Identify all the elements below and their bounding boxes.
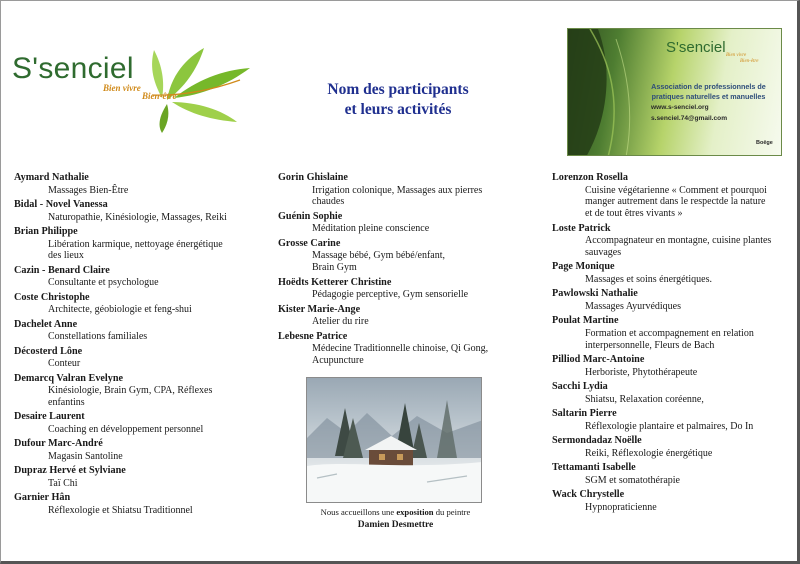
participant-activity bbox=[278, 289, 503, 301]
participant-entry bbox=[14, 465, 264, 489]
participant-entry bbox=[278, 331, 503, 367]
title-line-2: et leurs activités bbox=[344, 101, 452, 118]
participant-name: Gorin Ghislaine bbox=[278, 172, 348, 183]
participant-activity bbox=[278, 343, 503, 367]
exhibition-caption bbox=[298, 507, 493, 518]
participant-entry bbox=[278, 277, 503, 301]
participant-entry bbox=[552, 381, 784, 405]
participant-activity bbox=[552, 235, 784, 259]
participant-activity bbox=[14, 304, 264, 316]
participant-entry bbox=[552, 489, 784, 513]
activity-line: Massages Bien-Être bbox=[48, 184, 129, 196]
business-card bbox=[567, 28, 782, 156]
activity-line: Cuisine végétarienne « Comment et pourquoi bbox=[585, 184, 767, 196]
logo-text: S'senciel bbox=[12, 52, 134, 85]
card-association-line-1: Association de professionnels de bbox=[651, 82, 766, 91]
activity-line: et de tout êtres vivants » bbox=[585, 208, 683, 220]
activity-line: chaudes bbox=[312, 196, 345, 208]
participant-name: Pilliod Marc-Antoine bbox=[552, 354, 645, 366]
participant-name: Desaire Laurent bbox=[14, 411, 85, 423]
participant-activity bbox=[14, 277, 264, 289]
participant-activity bbox=[552, 328, 784, 352]
participant-activity bbox=[14, 358, 264, 370]
activity-line: Massages et soins énergétiques. bbox=[585, 273, 713, 285]
participant-activity bbox=[552, 475, 784, 487]
participant-name: Brian Philippe bbox=[14, 225, 78, 237]
participant-entry bbox=[552, 462, 784, 486]
activity-line: Herboriste, Phytothérapeute bbox=[585, 366, 698, 378]
activity-line: Accompagnateur en montagne, cuisine plantes bbox=[585, 235, 772, 247]
participant-activity bbox=[14, 478, 264, 490]
participant-entry bbox=[278, 211, 503, 235]
participant-name: Décosterd Lône bbox=[14, 345, 83, 357]
painting-image bbox=[306, 377, 482, 503]
participants-column-2 bbox=[278, 172, 503, 369]
participant-entry bbox=[14, 226, 264, 262]
participant-name: Tettamanti Isabelle bbox=[552, 462, 636, 474]
participant-entry bbox=[278, 172, 503, 208]
participant-entry bbox=[552, 223, 784, 259]
participant-entry bbox=[552, 315, 784, 351]
activity-line: sauvages bbox=[585, 246, 622, 258]
participants-column-3 bbox=[552, 172, 784, 516]
card-tagline-1: Bien vivre bbox=[726, 53, 747, 58]
participant-name: Grosse Carine bbox=[278, 237, 341, 249]
participant-entry bbox=[14, 199, 264, 223]
card-logo-text: S'senciel bbox=[666, 39, 726, 56]
participant-name: Guénin Sophie bbox=[278, 210, 343, 222]
participant-name: Hoëdts Ketterer Christine bbox=[278, 276, 392, 288]
participant-entry bbox=[552, 435, 784, 459]
activity-line: Brain Gym bbox=[312, 262, 357, 274]
activity-line: Consultante et psychologue bbox=[48, 277, 159, 289]
participant-activity bbox=[278, 185, 503, 209]
participant-activity bbox=[14, 331, 264, 343]
card-tagline-2: Bien-être bbox=[740, 59, 759, 64]
participant-name: Demarcq Valran Evelyne bbox=[14, 372, 124, 384]
participant-activity bbox=[552, 367, 784, 379]
participant-activity bbox=[552, 301, 784, 313]
participant-entry bbox=[14, 373, 264, 409]
activity-line: Libération karmique, nettoyage énergétique bbox=[48, 238, 223, 250]
participant-entry bbox=[14, 265, 264, 289]
participant-name: Dupraz Hervé et Sylviane bbox=[14, 465, 126, 477]
participant-name: Poulat Martine bbox=[552, 315, 619, 327]
participant-name: Dachelet Anne bbox=[14, 318, 78, 330]
activity-line: manger autrement dans le respectde la nature bbox=[585, 196, 766, 208]
activity-line: Constellations familiales bbox=[48, 331, 148, 343]
participant-name: Pawlowski Nathalie bbox=[552, 288, 638, 300]
participant-activity bbox=[552, 502, 784, 514]
participant-activity bbox=[278, 316, 503, 328]
participant-entry bbox=[278, 238, 503, 274]
participant-name: Bidal - Novel Vanessa bbox=[14, 198, 108, 210]
page-title bbox=[298, 80, 498, 120]
participant-entry bbox=[552, 288, 784, 312]
activity-line: Massages Ayurvédiques bbox=[585, 300, 682, 312]
participant-name: Sacchi Lydia bbox=[552, 381, 608, 393]
participant-activity bbox=[552, 421, 784, 433]
participant-entry bbox=[14, 411, 264, 435]
activity-line: Médecine Traditionnelle chinoise, Qi Gong, bbox=[312, 343, 489, 355]
activity-line: Réflexologie plantaire et palmaires, Do In bbox=[585, 420, 754, 432]
activity-line: SGM et somatothérapie bbox=[585, 474, 680, 486]
title-line-1: Nom des participants bbox=[327, 81, 469, 98]
participant-entry bbox=[14, 292, 264, 316]
activity-line: Hypnopraticienne bbox=[585, 501, 657, 513]
participant-name: Page Monique bbox=[552, 261, 615, 273]
logo bbox=[12, 40, 247, 132]
participant-entry bbox=[552, 172, 784, 220]
participant-activity bbox=[14, 505, 264, 517]
participant-activity bbox=[14, 239, 264, 263]
participant-name: Loste Patrick bbox=[552, 222, 611, 234]
participant-name: Aymard Nathalie bbox=[14, 172, 89, 183]
activity-line: des lieux bbox=[48, 250, 84, 262]
participant-activity bbox=[278, 223, 503, 235]
participant-name: Cazin - Benard Claire bbox=[14, 264, 110, 276]
activity-line: Irrigation colonique, Massages aux pierres bbox=[312, 184, 483, 196]
activity-line: Shiatsu, Relaxation coréenne, bbox=[585, 393, 704, 405]
participant-activity bbox=[552, 394, 784, 406]
activity-line: Formation et accompagnement en relation bbox=[585, 327, 754, 339]
participant-activity bbox=[552, 274, 784, 286]
activity-line: Architecte, géobiologie et feng-shui bbox=[48, 304, 192, 316]
activity-line: Méditation pleine conscience bbox=[312, 223, 430, 235]
participant-name: Saltarin Pierre bbox=[552, 408, 617, 420]
activity-line: Coaching en développement personnel bbox=[48, 424, 204, 436]
card-website: www.s-senciel.org bbox=[651, 104, 709, 111]
participant-entry bbox=[14, 346, 264, 370]
participant-activity bbox=[278, 250, 503, 274]
winter-landscape-icon bbox=[307, 378, 482, 503]
participant-entry bbox=[278, 304, 503, 328]
participant-name: Sermondadaz Noëlle bbox=[552, 435, 642, 447]
activity-line: Taï Chi bbox=[48, 478, 78, 490]
painter-name: Damien Desmettre bbox=[357, 520, 434, 530]
logo-tagline-2: Bien-être bbox=[142, 91, 177, 101]
caption-prefix: Nous accueillons une bbox=[320, 507, 397, 517]
activity-line: interpersonnelle, Fleurs de Bach bbox=[585, 339, 715, 351]
participant-name: Coste Christophe bbox=[14, 291, 90, 303]
activity-line: enfantins bbox=[48, 397, 85, 409]
caption-suffix: du peintre bbox=[433, 507, 471, 517]
participant-entry bbox=[14, 172, 264, 196]
card-location: Boëge bbox=[756, 140, 773, 146]
participant-name: Dufour Marc-André bbox=[14, 438, 103, 450]
activity-line: Massage bébé, Gym bébé/enfant, bbox=[312, 250, 446, 262]
activity-line: Acupuncture bbox=[312, 354, 364, 366]
participant-activity bbox=[552, 448, 784, 460]
participant-activity bbox=[14, 385, 264, 409]
participant-entry bbox=[14, 438, 264, 462]
participant-name: Lebesne Patrice bbox=[278, 330, 348, 342]
activity-line: Naturopathie, Kinésiologie, Massages, Reiki bbox=[48, 211, 227, 223]
participant-activity bbox=[14, 212, 264, 224]
participant-entry bbox=[552, 408, 784, 432]
participant-activity bbox=[552, 185, 784, 220]
participant-name: Garnier Hân bbox=[14, 492, 71, 504]
participant-entry bbox=[552, 354, 784, 378]
card-association-line-2: pratiques naturelles et manuelles bbox=[651, 92, 766, 101]
participant-activity bbox=[14, 451, 264, 463]
activity-line: Kinésiologie, Brain Gym, CPA, Réflexes bbox=[48, 385, 213, 397]
participant-entry bbox=[14, 319, 264, 343]
participant-name: Lorenzon Rosella bbox=[552, 172, 628, 183]
participants-column-1 bbox=[14, 172, 264, 519]
participant-activity bbox=[14, 424, 264, 436]
activity-line: Atelier du rire bbox=[312, 316, 369, 328]
activity-line: Magasin Santoline bbox=[48, 451, 123, 463]
logo-tagline-1: Bien vivre bbox=[103, 83, 141, 93]
card-email: s.senciel.74@gmail.com bbox=[651, 115, 728, 122]
participant-entry bbox=[552, 261, 784, 285]
participant-entry bbox=[14, 492, 264, 516]
activity-line: Pédagogie perceptive, Gym sensorielle bbox=[312, 289, 469, 301]
caption-bold: exposition bbox=[396, 507, 434, 517]
participant-activity bbox=[14, 185, 264, 197]
activity-line: Conteur bbox=[48, 358, 81, 370]
participant-name: Wack Chrystelle bbox=[552, 489, 625, 501]
activity-line: Réflexologie et Shiatsu Traditionnel bbox=[48, 505, 193, 517]
participant-name: Kister Marie-Ange bbox=[278, 303, 361, 315]
activity-line: Reiki, Réflexologie énergétique bbox=[585, 447, 713, 459]
